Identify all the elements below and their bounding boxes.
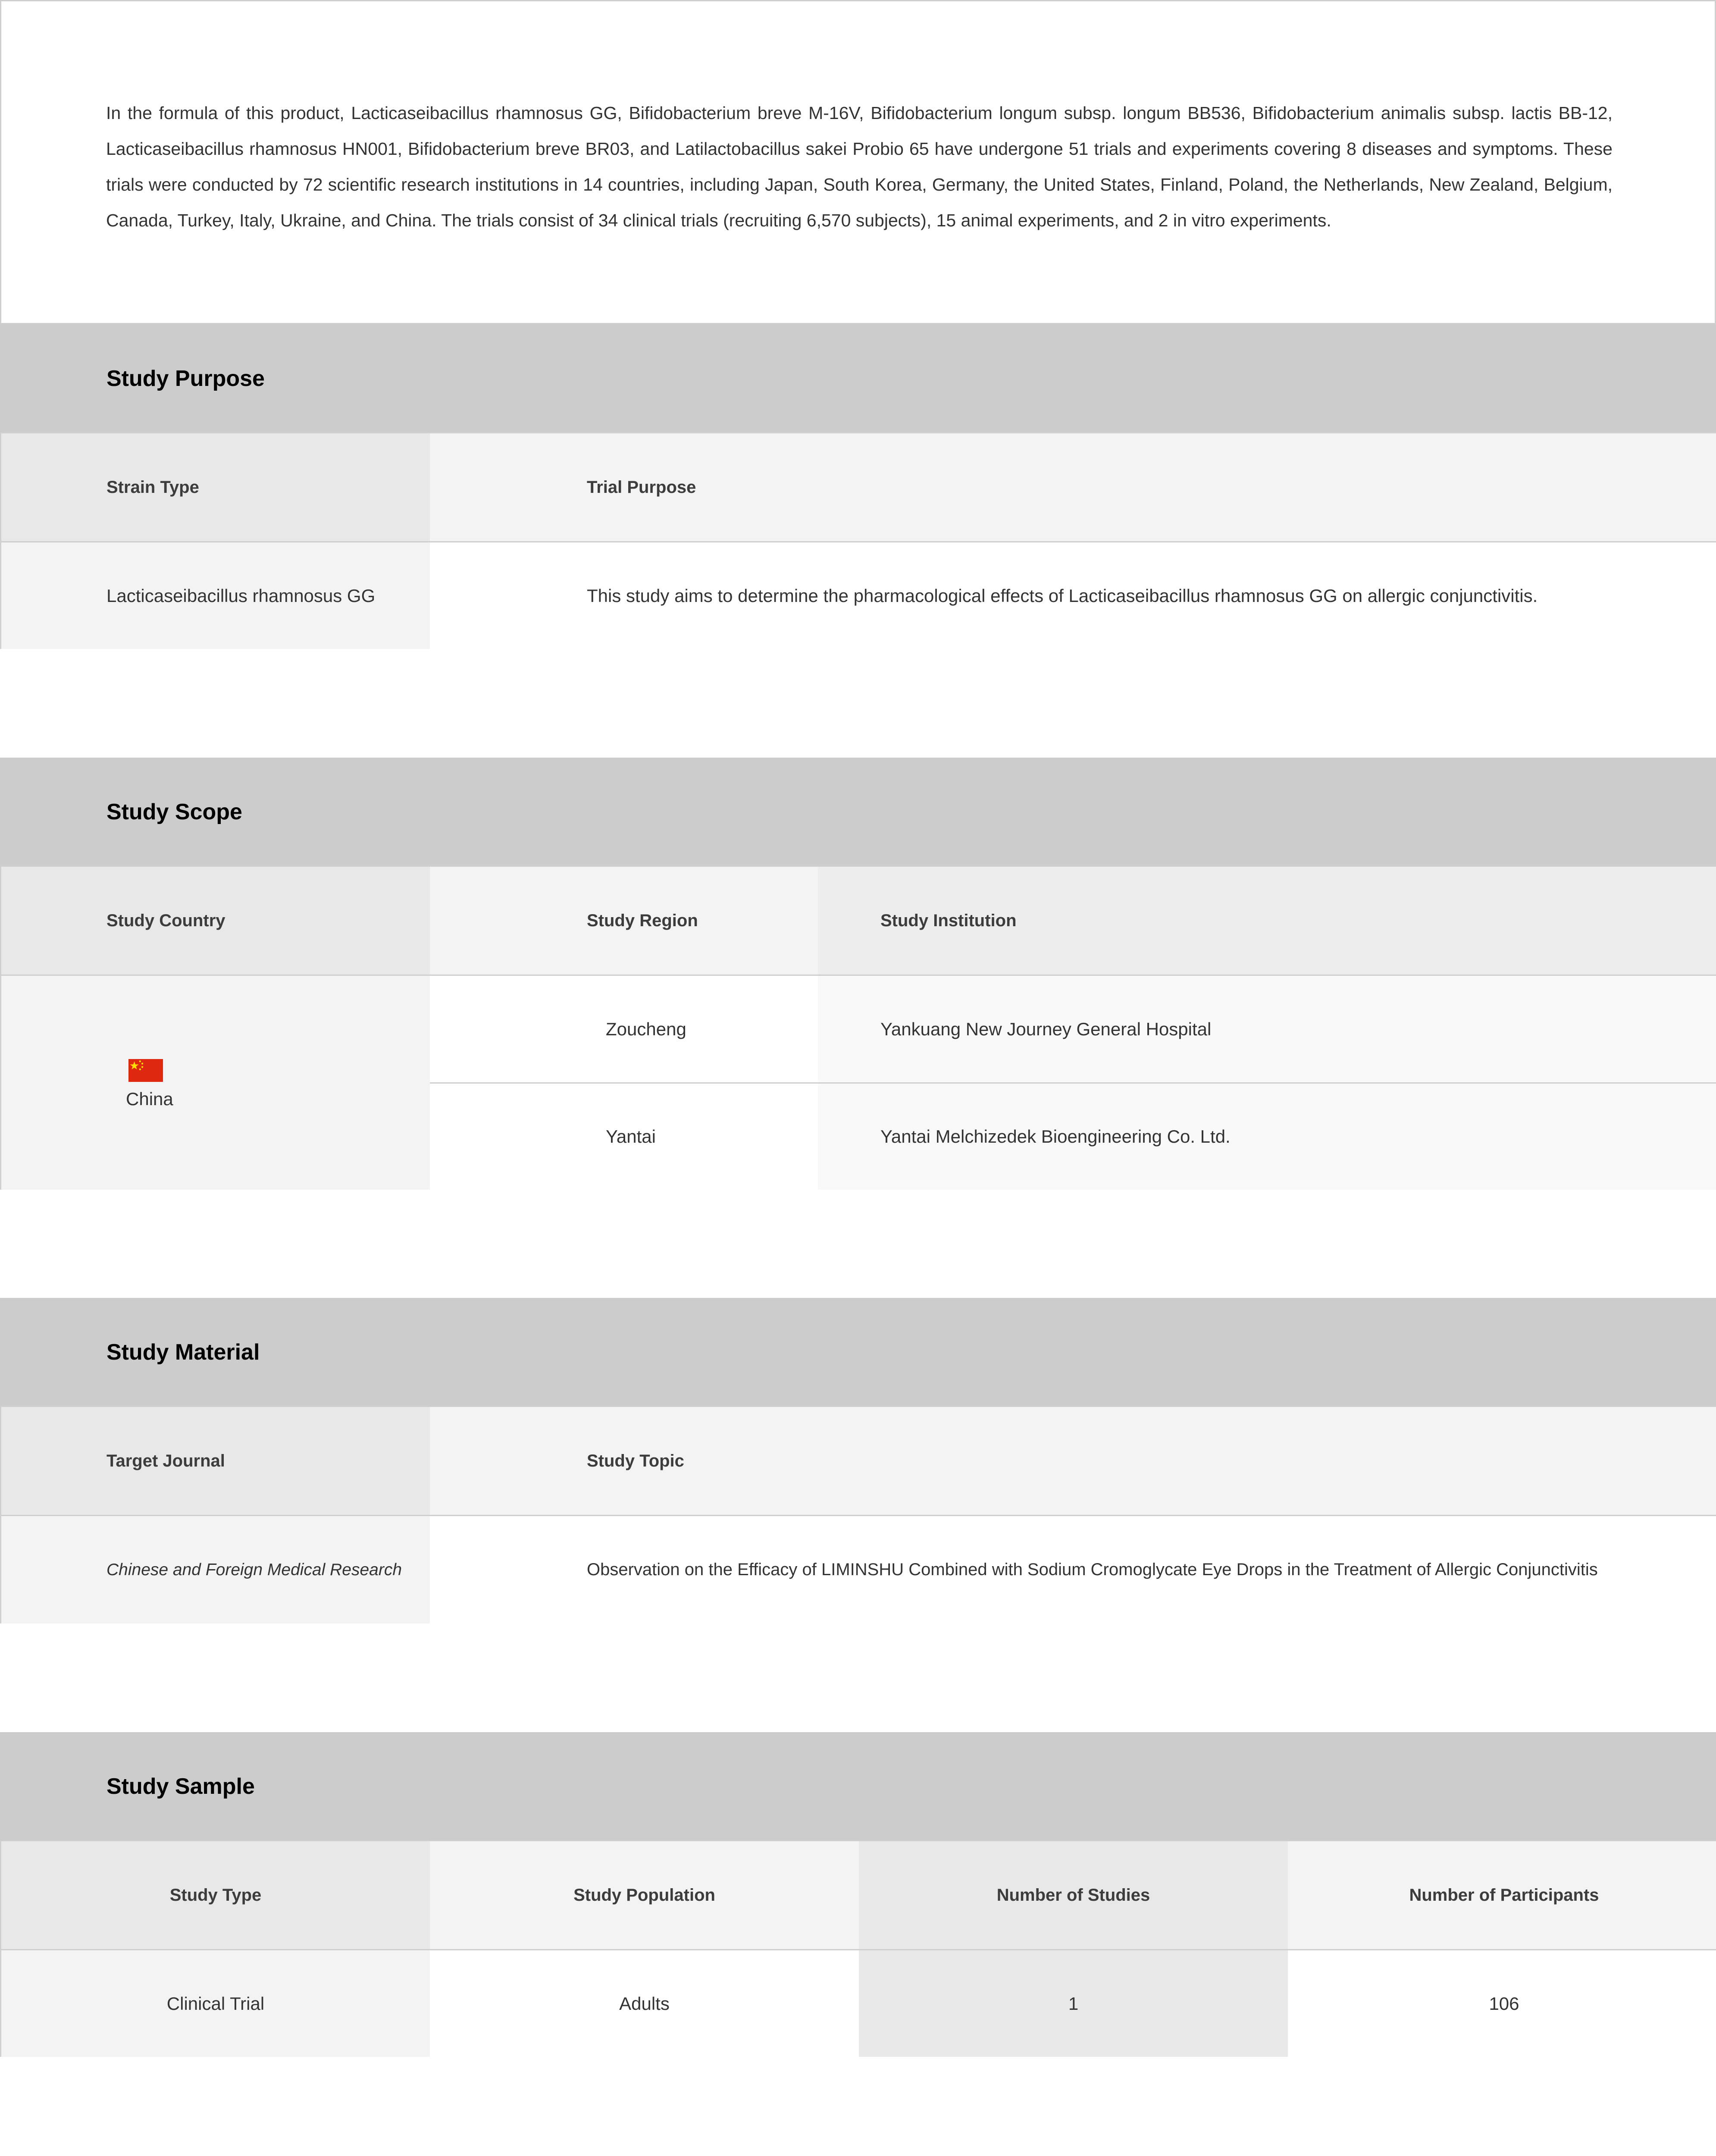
scope-institution-cell	[818, 1084, 1716, 1190]
purpose-text-cell	[430, 542, 1716, 649]
material-journal-cell	[1, 1516, 430, 1623]
material-header-topic: Study Topic	[430, 1407, 1716, 1515]
section-title-purpose: Study Purpose	[106, 366, 265, 391]
journal-name: Chinese and Foreign Medical Research	[106, 1560, 402, 1579]
institution-name: Yantai Melchizedek Bioengineering Co. Ltd.	[880, 1126, 1231, 1147]
sample-table	[0, 1840, 1716, 2057]
sample-participants-cell	[1288, 1950, 1716, 2057]
scope-region-cell	[430, 1084, 818, 1190]
sample-header-population: Study Population	[430, 1841, 859, 1949]
section-header-purpose	[0, 324, 1716, 432]
material-table	[0, 1406, 1716, 1623]
region-name: Yantai	[606, 1126, 656, 1147]
population-value: Adults	[619, 1993, 670, 2014]
scope-header-country: Study Country	[1, 867, 430, 975]
strain-name: Lacticaseibacillus rhamnosus GG	[106, 585, 376, 606]
section-title-scope: Study Scope	[106, 799, 242, 824]
intro-panel	[0, 0, 1716, 324]
sample-type-cell	[1, 1950, 430, 2057]
scope-region-cell	[430, 976, 818, 1082]
sample-population-cell	[430, 1950, 859, 2057]
sample-header-participants: Number of Participants	[1288, 1841, 1716, 1949]
section-header-scope	[0, 758, 1716, 865]
trial-purpose-text: This study aims to determine the pharmacological effects of Lacticaseibacillus rhamnosus GG on allergic conjunctivitis.	[587, 585, 1538, 606]
institution-name: Yankuang New Journey General Hospital	[880, 1018, 1212, 1039]
number-of-participants-value: 106	[1489, 1993, 1519, 2014]
scope-header-institution: Study Institution	[818, 867, 1716, 975]
purpose-table	[0, 432, 1716, 649]
study-topic-text: Observation on the Efficacy of LIMINSHU Combined with Sodium Cromoglycate Eye Drops in the Treatment of Allergic Conjunctivitis	[587, 1560, 1598, 1579]
study-type-value: Clinical Trial	[166, 1993, 265, 2014]
section-title-sample: Study Sample	[106, 1774, 255, 1799]
section-title-material: Study Material	[106, 1340, 260, 1365]
sample-header-type: Study Type	[1, 1841, 430, 1949]
section-header-material	[0, 1298, 1716, 1406]
country-name: China	[126, 1089, 173, 1109]
sample-studies-cell	[859, 1950, 1288, 2057]
scope-institution-cell	[818, 976, 1716, 1082]
sample-header-studies: Number of Studies	[859, 1841, 1288, 1949]
scope-table	[0, 865, 1716, 1190]
region-name: Zoucheng	[606, 1018, 686, 1039]
number-of-studies-value: 1	[1068, 1993, 1079, 2014]
section-header-sample	[0, 1732, 1716, 1840]
purpose-strain-cell	[1, 542, 430, 649]
purpose-header-purpose: Trial Purpose	[430, 433, 1716, 541]
scope-country-cell	[1, 976, 430, 1190]
purpose-header-strain: Strain Type	[1, 433, 430, 541]
material-topic-cell	[430, 1516, 1716, 1623]
material-header-journal: Target Journal	[1, 1407, 430, 1515]
scope-header-region: Study Region	[430, 867, 818, 975]
intro-text: In the formula of this product, Lacticaseibacillus rhamnosus GG, Bifidobacterium breve M-16V, Bifidobacterium longum subsp. longum BB536, Bifidobacterium animalis subsp. lactis BB-12, Lacticaseibacillus rhamnosus HN001, Bifidobacterium breve BR03, and Latilactobacillus sakei Probio 65 have undergone 51 trials and experiments covering 8 diseases and symptoms. These trials were conducted by 72 scientific research institutions in 14 countries, including Japan, South Korea, Germany, the United States, Finland, Poland, the Netherlands, New Zealand, Belgium, Canada, Turkey, Italy, Ukraine, and China. The trials consist of 34 clinical trials (recruiting 6,570 subjects), 15 animal experiments, and 2 in vitro experiments.	[106, 103, 1613, 230]
china-flag-icon	[128, 1059, 163, 1082]
